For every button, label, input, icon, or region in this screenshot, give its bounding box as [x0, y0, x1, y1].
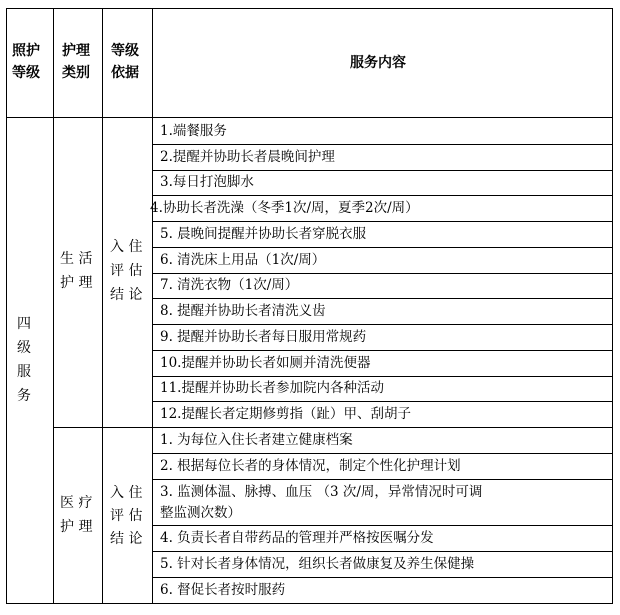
header-grade-basis-line1: 等级 — [111, 43, 139, 59]
care-level-char: 务 — [17, 388, 31, 404]
row-rule — [152, 577, 613, 578]
col-divider-1 — [53, 8, 54, 604]
care-level-char: 级 — [17, 340, 31, 356]
service-item: 7. 清洗衣物（1次/周） — [160, 277, 299, 293]
care-level-char: 四 — [17, 316, 31, 332]
basis-medical-line3: 结 论 — [110, 531, 143, 547]
header-care-level-line1: 照护 — [12, 43, 40, 59]
basis-daily-line1: 入 住 — [110, 239, 143, 255]
header-grade-basis-line2: 依据 — [111, 65, 139, 81]
service-item: 5. 晨晚间提醒并协助长者穿脱衣服 — [160, 226, 367, 242]
service-item-continuation: 整监测次数） — [160, 505, 241, 521]
service-item: 3.每日打泡脚水 — [160, 174, 254, 190]
col-divider-2 — [102, 8, 103, 604]
service-item: 10.提醒并协助长者如厕并清洗便器 — [160, 355, 371, 371]
service-item: 12.提醒长者定期修剪指（趾）甲、刮胡子 — [160, 406, 411, 422]
category-daily-line2: 护 理 — [60, 275, 93, 291]
row-rule — [152, 170, 613, 171]
row-rule — [152, 247, 613, 248]
row-rule — [152, 195, 613, 196]
row-rule — [152, 350, 613, 351]
row-rule — [152, 479, 613, 480]
section-divider — [53, 427, 153, 428]
basis-daily-line3: 结 论 — [110, 287, 143, 303]
service-item: 8. 提醒并协助长者清洗义齿 — [160, 303, 326, 319]
col-divider-3 — [152, 8, 153, 604]
table-border-bottom — [6, 603, 613, 604]
row-rule — [152, 376, 613, 377]
basis-medical-line2: 评 估 — [110, 508, 143, 524]
header-service-content: 服务内容 — [350, 55, 406, 71]
service-item: 9. 提醒并协助长者每日服用常规药 — [160, 329, 367, 345]
table-border-left — [6, 8, 7, 604]
service-item: 11.提醒并协助长者参加院内各种活动 — [160, 380, 384, 396]
row-rule — [152, 551, 613, 552]
table-border-top — [6, 8, 613, 9]
table-border-right — [612, 8, 613, 604]
row-rule — [152, 221, 613, 222]
row-rule — [152, 453, 613, 454]
header-care-level-line2: 等级 — [12, 65, 40, 81]
service-item: 1.端餐服务 — [160, 123, 227, 139]
service-item: 2.提醒并协助长者晨晚间护理 — [160, 149, 335, 165]
row-rule — [152, 273, 613, 274]
row-rule — [152, 144, 613, 145]
category-medical-line2: 护 理 — [60, 519, 93, 535]
service-item: 3. 监测体温、脉搏、血压 （3 次/周，异常情况时可调 — [160, 484, 483, 500]
service-item: 1. 为每位入住长者建立健康档案 — [160, 432, 353, 448]
row-rule — [152, 324, 613, 325]
service-item: 5. 针对长者身体情况，组织长者做康复及养生保健操 — [160, 556, 475, 572]
care-level-char: 服 — [17, 364, 31, 380]
service-item: 4. 负责长者自带药品的管理并严格按医嘱分发 — [160, 530, 434, 546]
category-medical-line1: 医 疗 — [60, 495, 93, 511]
row-rule — [152, 298, 613, 299]
basis-medical-line1: 入 住 — [110, 485, 143, 501]
service-item: 4.协助长者洗澡（冬季1次/周，夏季2次/周） — [150, 200, 419, 216]
service-item: 2. 根据每位长者的身体情况，制定个性化护理计划 — [160, 458, 461, 474]
header-rule — [6, 117, 613, 118]
row-rule — [152, 427, 613, 428]
header-care-category-line1: 护理 — [62, 43, 90, 59]
row-rule — [152, 401, 613, 402]
service-item: 6. 清洗床上用品（1次/周） — [160, 252, 326, 268]
category-daily-line1: 生 活 — [60, 251, 93, 267]
header-care-category-line2: 类别 — [62, 65, 90, 81]
service-item: 6. 督促长者按时服药 — [160, 582, 286, 598]
row-rule — [152, 525, 613, 526]
basis-daily-line2: 评 估 — [110, 263, 143, 279]
